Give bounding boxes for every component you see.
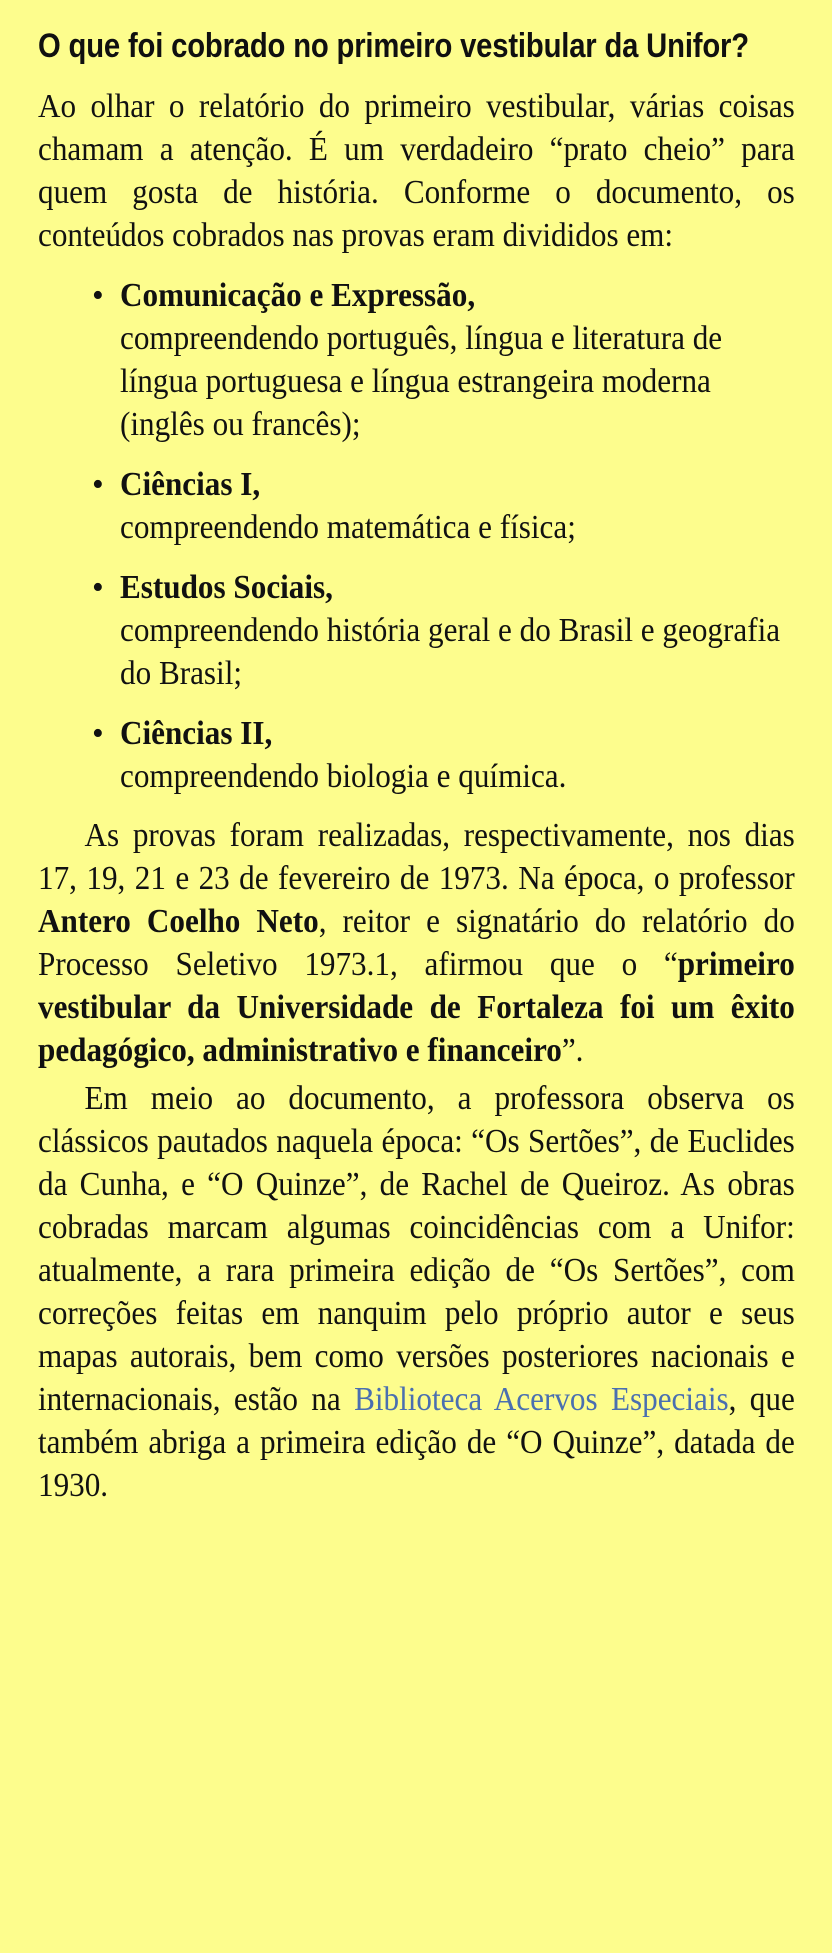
topic-label: Estudos Sociais, <box>120 569 333 606</box>
dates-text-part-2: , reitor e signatário do relatório do Processo Seletivo 1973.1, afirmou que o “ <box>38 903 795 983</box>
list-item <box>38 566 795 695</box>
list-item <box>38 712 795 798</box>
rector-name: Antero Coelho Neto <box>38 903 319 940</box>
classics-paragraph <box>38 1077 795 1507</box>
topic-label: Ciências I, <box>120 466 261 503</box>
bullet-icon: • <box>92 569 104 606</box>
topic-description: compreendendo matemática e física; <box>120 509 576 546</box>
quoted-statement: primeiro vestibular da Universidade de Fortaleza foi um êxito pedagógico, administrativo e financeiro <box>38 946 795 1069</box>
topic-description: compreendendo história geral e do Brasil e geografia do Brasil; <box>120 612 781 692</box>
topic-label: Comunicação e Expressão, <box>120 277 476 314</box>
topic-description: compreendendo português, língua e literatura de língua portuguesa e língua estrangeira moderna (inglês ou francês); <box>120 320 723 443</box>
dates-text-part-3: ”. <box>561 1032 584 1069</box>
list-item <box>38 463 795 549</box>
bullet-icon: • <box>92 277 104 314</box>
dates-text-part-1: As provas foram realizadas, respectivamente, nos dias 17, 19, 21 e 23 de fevereiro de 1973. Na época, o professor <box>38 817 795 897</box>
classics-text-part-2: , que também abriga a primeira edição de “O Quinze”, datada de 1930. <box>38 1381 795 1504</box>
classics-text-part-1: Em meio ao documento, a professora observa os clássicos pautados naquela época: “Os Sertões”, de Euclides da Cunha, e “O Quinze”, de Rachel de Queiroz. As obras cobradas marcam algumas coincidências com a Unifor: atualmente, a rara primeira edição de “Os Sertões”, com correções feitas em nanquim pelo próprio autor e seus mapas autorais, bem como versões posteriores nacionais e internacionais, estão na <box>38 1080 795 1418</box>
topic-description: compreendendo biologia e química. <box>120 758 567 795</box>
list-item <box>38 274 795 446</box>
page-title: O que foi cobrado no primeiro vestibular da Unifor? <box>38 27 749 65</box>
intro-paragraph: Ao olhar o relatório do primeiro vestibular, várias coisas chamam a atenção. É um verdadeiro “prato cheio” para quem gosta de história. Conforme o documento, os conteúdos cobrados nas provas eram divididos em: <box>38 88 795 254</box>
topic-label: Ciências II, <box>120 715 273 752</box>
dates-paragraph <box>38 814 795 1072</box>
bullet-icon: • <box>92 715 104 752</box>
subject-topic-list <box>38 274 795 798</box>
bullet-icon: • <box>92 466 104 503</box>
biblioteca-acervos-especiais-link[interactable]: Biblioteca Acervos Especiais <box>354 1381 729 1418</box>
